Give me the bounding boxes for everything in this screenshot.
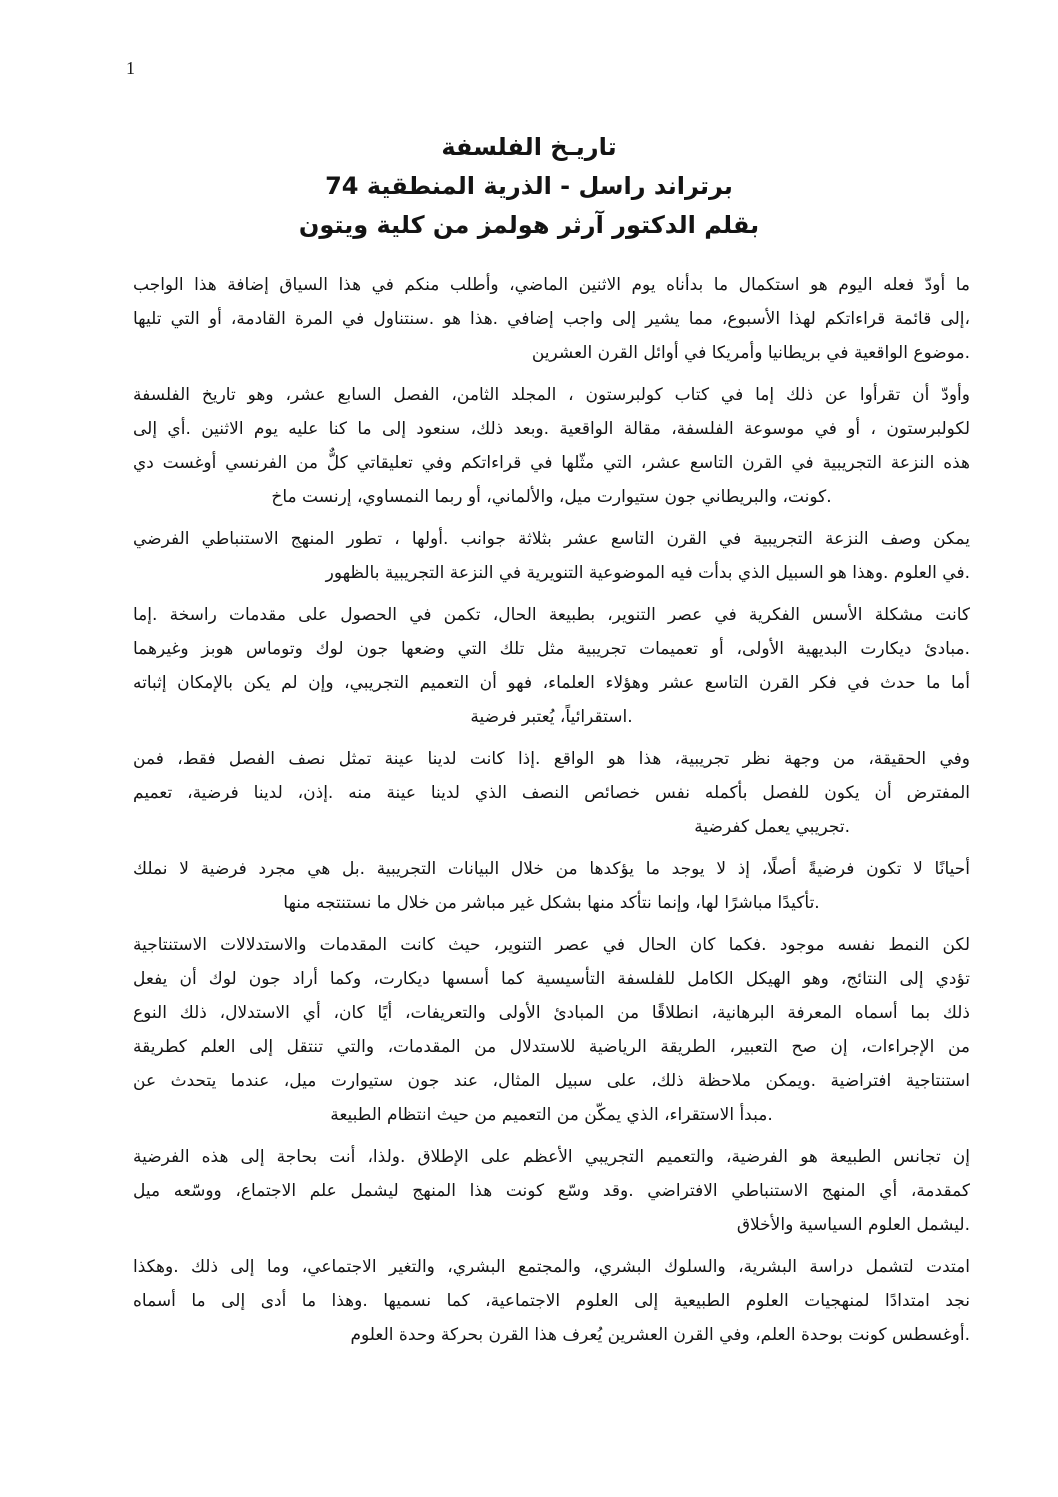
paragraph-3 (133, 522, 970, 590)
text-line: لكن النمط نفسه موجود .فكما كان الحال في عصر التنوير، حيث كانت المقدمات والاستدلالات الاستنتاجية (133, 935, 970, 955)
paragraph-1 (133, 268, 970, 370)
text-line: .كونت، والبريطاني جون ستيوارت ميل، والألماني، أو ربما النمساوي، إرنست ماخ (271, 487, 832, 507)
text-line: .تجريبي يعمل كفرضية (694, 817, 850, 837)
paragraph-4 (133, 598, 970, 734)
text-line: أما ما حدث في فكر القرن التاسع عشر وهؤلاء العلماء، فهو أن التعميم التجريبي، وإن لم يكن بالإمكان إثباته (133, 673, 970, 693)
text-line: .مبدأ الاستقراء، الذي يمكّن من التعميم من حيث انتظام الطبيعة (330, 1105, 773, 1125)
text-line: نجد امتدادًا لمنهجيات العلوم الطبيعية إلى العلوم الاجتماعية، كما نسميها .وهذا ما أدى إلى ما أسماه (133, 1291, 970, 1311)
paragraph-7 (133, 928, 970, 1132)
document-title (0, 128, 1058, 245)
paragraph-6 (133, 852, 970, 920)
paragraph-5 (133, 742, 970, 844)
text-line: كانت مشكلة الأسس الفكرية في عصر التنوير، بطبيعة الحال، تكمن في الحصول على مقدمات راسخة .إما (133, 605, 970, 625)
text-line: .ليشمل العلوم السياسية والأخلاق (736, 1215, 970, 1235)
text-line: لكولبرستون ، أو في موسوعة الفلسفة، مقالة الواقعية .وبعد ذلك، سنعود إلى ما كنا عليه يوم الاثنين .أي إلى (133, 419, 970, 439)
title-line-3: بقلم الدكتور آرثر هولمز من كلية ويتون (298, 211, 760, 239)
text-line: استنتاجية افتراضية .ويمكن ملاحظة ذلك، على سبيل المثال، عند جون ستيوارت ميل، عندما يتحدث عن (133, 1071, 970, 1091)
text-line: المفترض أن يكون للفصل بأكمله نفس خصائص النصف الذي لدينا عينة منه .إذن، لدينا فرضية، تعميم (133, 783, 970, 803)
text-line: .مبادئ ديكارت البديهية الأولى، أو تعميمات تجريبية مثل تلك التي وضعها جون لوك وتوماس هوبز وغيرهما (133, 639, 970, 659)
text-line: وأودّ أن تقرأوا عن ذلك إما في كتاب كولبرستون ، المجلد الثامن، الفصل السابع عشر، وهو تاريخ الفلسفة (133, 385, 970, 405)
text-line: تؤدي إلى النتائج، وهو الهيكل الكامل للفلسفة التأسيسية كما أسسها ديكارت، وكما أراد جون لوك أن يفعل (133, 969, 970, 989)
text-line: .تأكيدًا مباشرًا لها، وإنما نتأكد منها بشكل غير مباشر من خلال ما نستنتجه منها (283, 893, 820, 913)
text-line: أحيانًا لا تكون فرضيةً أصلًا، إذ لا يوجد ما يؤكدها من خلال البيانات التجريبية .بل هي مجرد فرضية لا نملك (133, 859, 970, 879)
text-line: ،إلى قائمة قراءاتكم لهذا الأسبوع، مما يشير إلى واجب إضافي .هذا هو .سنتناول في المرة القادمة، أو التي تليها (133, 309, 970, 329)
text-line: ما أودّ فعله اليوم هو استكمال ما بدأناه يوم الاثنين الماضي، وأطلب منكم في هذا السياق إضافة هذا الواجب (133, 275, 970, 295)
paragraph-2 (133, 378, 970, 514)
paragraph-9 (133, 1250, 970, 1352)
text-line: .في العلوم .وهذا هو السبيل الذي بدأت فيه الموضوعية التنويرية في النزعة التجريبية بالظهور (325, 563, 970, 583)
text-line: .أوغسطس كونت بوحدة العلم، وفي القرن العشرين يُعرف هذا القرن بحركة وحدة العلوم (350, 1325, 970, 1345)
text-line: .موضوع الواقعية في بريطانيا وأمريكا في أوائل القرن العشرين (531, 343, 970, 363)
page-number: 1 (126, 58, 135, 78)
text-line: إن تجانس الطبيعة هو الفرضية، والتعميم التجريبي الأعظم على الإطلاق .ولذا، أنت بحاجة إلى هذه الفرضية (133, 1147, 970, 1167)
text-line: من الإجراءات، إن صح التعبير، الطريقة الرياضية للاستدلال من المقدمات، والتي تنتقل إلى العلم كطريقة (133, 1037, 970, 1057)
title-line-1: تاريـخ الفلسفة (441, 133, 617, 161)
text-line: .استقرائياً، يُعتبر فرضية (470, 707, 633, 727)
text-line: هذه النزعة التجريبية في القرن التاسع عشر، التي مثّلها في قراءاتكم وفي تعليقاتي كلٌّ من الفرنسي أوغست دي (133, 453, 970, 473)
text-line: وفي الحقيقة، من وجهة نظر تجريبية، هذا هو الواقع .إذا كانت لدينا عينة تمثل نصف الفصل فقط، فمن (133, 749, 970, 769)
paragraph-8 (133, 1140, 970, 1242)
title-line-2: برتراند راسل - الذرية المنطقية 74 (325, 172, 733, 200)
text-line: يمكن وصف النزعة التجريبية في القرن التاسع عشر بثلاثة جوانب .أولها ، تطور المنهج الاستنباطي الفرضي (133, 529, 970, 549)
text-line: امتدت لتشمل دراسة البشرية، والسلوك البشري، والمجتمع البشري، والتغير الاجتماعي، وما إلى ذلك .وهكذا (133, 1257, 970, 1277)
document-body (133, 268, 970, 1360)
text-line: كمقدمة، أي المنهج الاستنباطي الافتراضي .وقد وسّع كونت هذا المنهج ليشمل علم الاجتماع، ووسّعه ميل (133, 1181, 970, 1201)
text-line: ذلك بما أسماه المعرفة البرهانية، انطلاقًا من المبادئ الأولى والتعريفات، أيًا كان، أي الاستدلال، ذلك النوع (133, 1003, 970, 1023)
